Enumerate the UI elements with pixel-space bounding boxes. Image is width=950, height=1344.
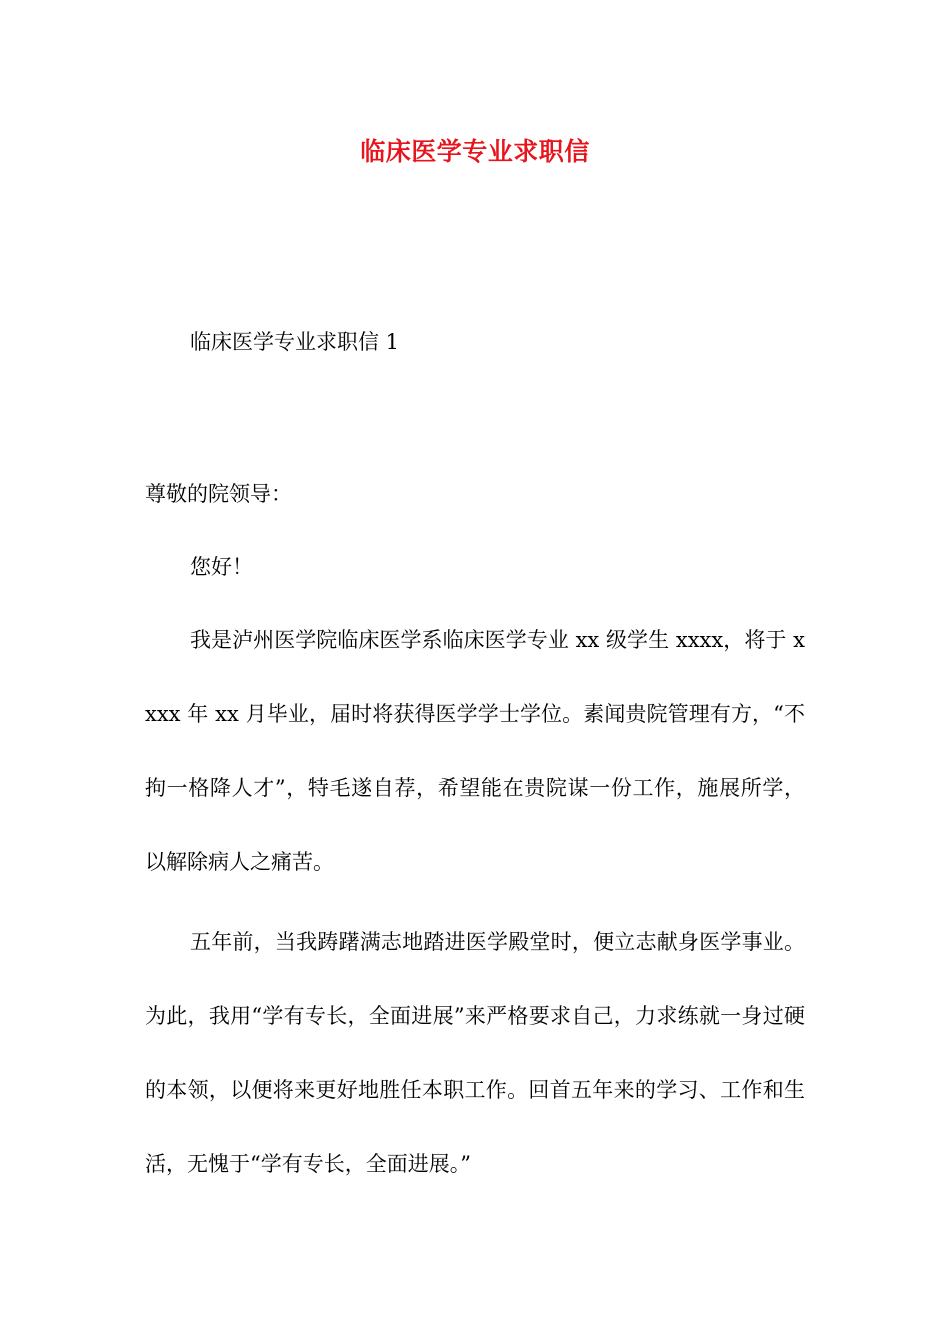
letter-subtitle: 临床医学专业求职信 1 bbox=[190, 330, 400, 354]
document-title: 临床医学专业求职信 bbox=[360, 137, 590, 166]
body-paragraph: 五年前，当我踌躇满志地踏进医学殿堂时，便立志献身医学事业。为此，我用“学有专长，全面进展”来严格要求自己，力求练就一身过硬的本领，以便将来更好地胜任本职工作。回首五年来的学习、工作和生活，无愧于“学有专长，全面进展。” bbox=[145, 930, 805, 1176]
greeting: 您好！ bbox=[190, 555, 253, 579]
body-paragraph: 我是泸州医学院临床医学系临床医学专业 xx 级学生 xxxx，将于 xxxx 年 xx 月毕业，届时将获得医学学士学位。素闻贵院管理有方，“不拘一格降人才”，特毛遂自荐，希望能在贵院谋一份工作，施展所学，以解除病人之痛苦。 bbox=[145, 628, 805, 874]
salutation: 尊敬的院领导： bbox=[145, 482, 292, 506]
